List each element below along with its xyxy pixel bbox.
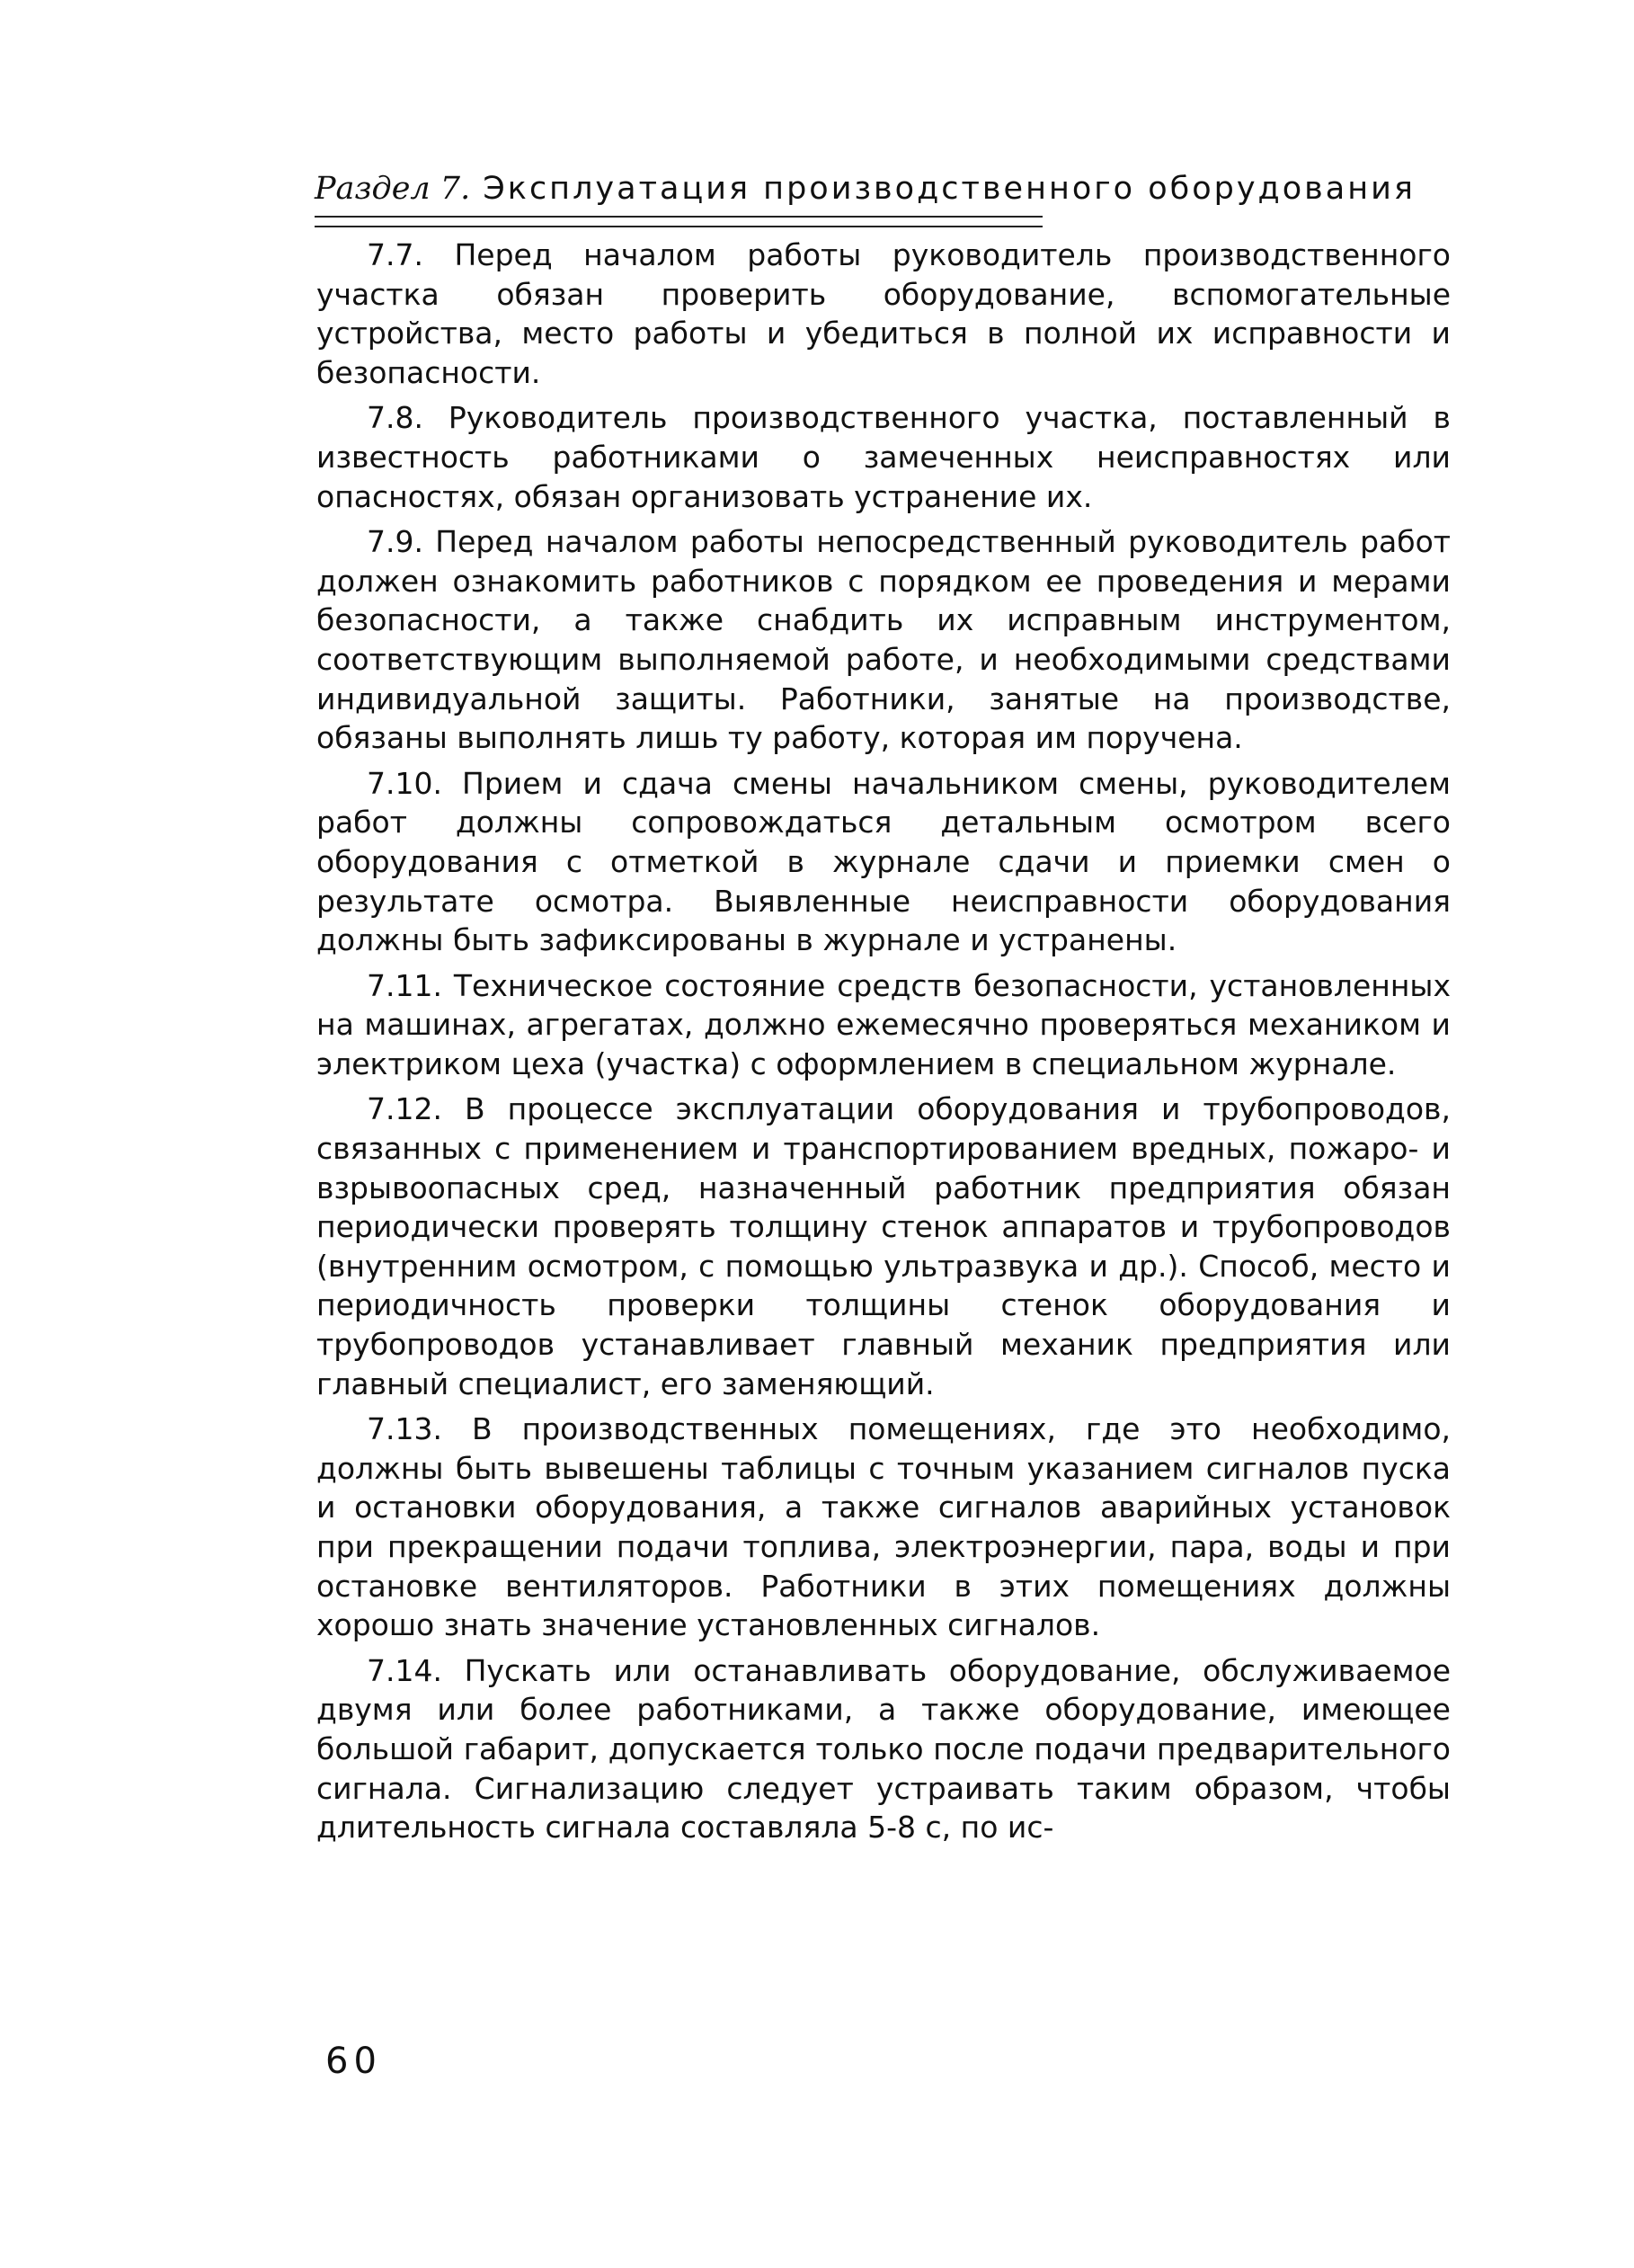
paragraph-7-8: 7.8. Руководитель производственного участка, поставленный в известность работниками о замеченных неисправностях или опасностях, обязан организовать устранение их. — [316, 400, 1451, 514]
paragraph-7-10: 7.10. Прием и сдача смены начальником смены, руководителем работ должны сопровождаться детальным осмотром всего оборудования с отметкой в журнале сдачи и приемки смен о результате осмотра. Выявленные неисправности оборудования должны быть зафиксированы в журнале и устранены. — [316, 765, 1451, 958]
header-rule-bottom — [315, 226, 1043, 227]
paragraph-7-12: 7.12. В процессе эксплуатации оборудования и трубопроводов, связанных с применением и транспортированием вредных, пожаро- и взрывоопасных сред, назначенный работник предприятия обязан периодически проверять толщину стенок аппаратов и трубопроводов (внутренним осмотром, с помощью ультразвука и др.). Способ, место и периодичность проверки толщины стенок оборудования и трубопроводов устанавливает главный механик предприятия или главный специалист, его заменяющий. — [316, 1091, 1451, 1401]
body-text — [316, 236, 1451, 1854]
paragraph-7-7: 7.7. Перед началом работы руководитель производственного участка обязан проверить оборудование, вспомогательные устройства, место работы и убедиться в полной их исправности и безопасности. — [316, 237, 1451, 390]
running-header — [315, 169, 1465, 209]
paragraph-7-13: 7.13. В производственных помещениях, где это необходимо, должны быть вывешены таблицы с точным указанием сигналов пуска и остановки оборудования, а также сигналов аварийных установок при прекращении подачи топлива, электроэнергии, пара, воды и при остановке вентиляторов. Работники в этих помещениях должны хорошо знать значение установленных сигналов. — [316, 1411, 1451, 1643]
header-rule-top — [315, 216, 1043, 218]
paragraph-7-14: 7.14. Пускать или останавливать оборудование, обслуживаемое двумя или более работниками, а также оборудование, имеющее большой габарит, допускается только после подачи предварительного сигнала. Сигнализацию следует устраивать таким образом, чтобы длительность сигнала составляла 5-8 с, по ис- — [316, 1652, 1451, 1846]
paragraph-7-9: 7.9. Перед началом работы непосредственный руководитель работ должен ознакомить работников с порядком ее проведения и мерами безопасности, а также снабдить их исправным инструментом, соответствующим выполняемой работе, и необходимыми средствами индивидуальной защиты. Работники, занятые на производстве, обязаны выполнять лишь ту работу, которая им поручена. — [316, 524, 1451, 756]
section-title: Эксплуатация производственного оборудования — [483, 171, 1416, 207]
paragraph-7-11: 7.11. Техническое состояние средств безопасности, установленных на машинах, агрегатах, должно ежемесячно проверяться механиком и электриком цеха (участка) с оформлением в специальном журнале. — [316, 967, 1451, 1081]
page-number: 60 — [325, 2041, 382, 2082]
section-label: Раздел 7. — [315, 171, 471, 207]
